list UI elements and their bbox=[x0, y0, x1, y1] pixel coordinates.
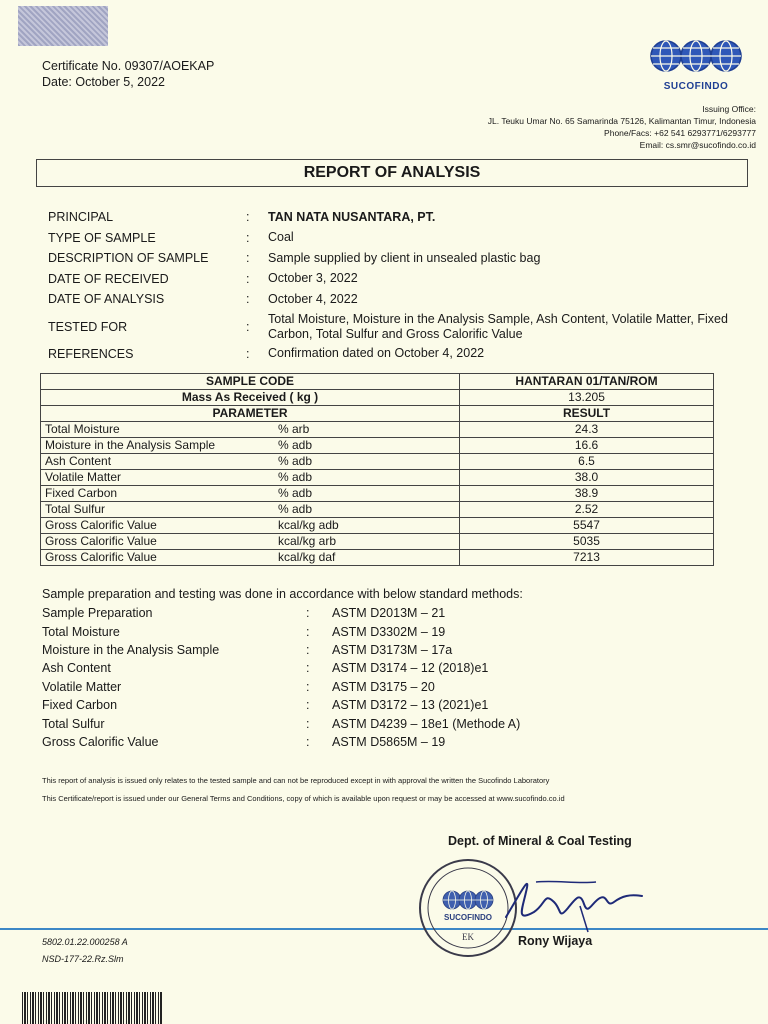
result-cell: 24.3 bbox=[460, 422, 714, 438]
info-row-principal bbox=[48, 207, 738, 228]
seal-subtext: EK bbox=[462, 932, 474, 942]
result-cell: 6.5 bbox=[460, 454, 714, 470]
ref-code: 5802.01.22.000258 A bbox=[42, 937, 128, 947]
result-cell: 5547 bbox=[460, 518, 714, 534]
param-cell: Ash Content bbox=[41, 454, 275, 470]
table-row bbox=[41, 422, 714, 438]
table-row bbox=[41, 390, 714, 406]
info-colon: : bbox=[246, 230, 250, 245]
info-colon: : bbox=[246, 210, 250, 225]
info-label: DATE OF ANALYSIS bbox=[48, 292, 165, 307]
seal-text: SUCOFINDO bbox=[444, 913, 492, 922]
method-colon: : bbox=[306, 698, 310, 713]
table-row bbox=[41, 502, 714, 518]
table-row bbox=[41, 550, 714, 566]
info-row-tested-for bbox=[48, 310, 738, 344]
method-standard: ASTM D2013M – 21 bbox=[332, 606, 446, 621]
info-label: PRINCIPAL bbox=[48, 210, 114, 225]
mass-value: 13.205 bbox=[460, 390, 714, 406]
info-value: October 3, 2022 bbox=[268, 271, 358, 286]
method-name: Sample Preparation bbox=[42, 606, 153, 621]
report-title: REPORT OF ANALYSIS bbox=[36, 159, 748, 187]
table-row bbox=[41, 534, 714, 550]
unit-cell: kcal/kg daf bbox=[274, 550, 460, 566]
barcode-image bbox=[22, 992, 162, 1024]
sample-code-label: SAMPLE CODE bbox=[41, 374, 460, 390]
info-row-description bbox=[48, 248, 738, 269]
unit-cell: % adb bbox=[274, 454, 460, 470]
method-name: Total Sulfur bbox=[42, 716, 105, 731]
office-line: Email: cs.smr@sucofindo.co.id bbox=[639, 140, 756, 150]
method-row bbox=[42, 678, 520, 696]
method-standard: ASTM D4239 – 18e1 (Methode A) bbox=[332, 716, 521, 731]
mass-label: Mass As Received ( kg ) bbox=[41, 390, 460, 406]
info-label: DATE OF RECEIVED bbox=[48, 271, 169, 286]
method-name: Ash Content bbox=[42, 661, 111, 676]
method-standard: ASTM D3175 – 20 bbox=[332, 679, 435, 694]
method-standard: ASTM D3302M – 19 bbox=[332, 624, 446, 639]
info-row-received bbox=[48, 269, 738, 290]
reference-codes bbox=[42, 934, 128, 968]
info-value: Total Moisture, Moisture in the Analysis Sample, Ash Content, Volatile Matter, Fixed Carbon, Total Sulfur and Gross Calorific Value bbox=[268, 311, 728, 341]
method-row bbox=[42, 659, 520, 677]
unit-cell: % adb bbox=[274, 502, 460, 518]
table-row bbox=[41, 518, 714, 534]
department-name: Dept. of Mineral & Coal Testing bbox=[448, 834, 632, 848]
office-line: JL. Teuku Umar No. 65 Samarinda 75126, Kalimantan Timur, Indonesia bbox=[487, 116, 756, 126]
param-cell: Volatile Matter bbox=[41, 470, 275, 486]
method-name: Total Moisture bbox=[42, 624, 120, 639]
method-colon: : bbox=[306, 734, 310, 749]
param-cell: Gross Calorific Value bbox=[41, 518, 275, 534]
param-cell: Total Moisture bbox=[41, 422, 275, 438]
method-row bbox=[42, 622, 520, 640]
unit-cell: % adb bbox=[274, 470, 460, 486]
param-cell: Gross Calorific Value bbox=[41, 534, 275, 550]
logo-wordmark: SUCOFINDO bbox=[663, 81, 729, 92]
result-cell: 38.9 bbox=[460, 486, 714, 502]
method-row bbox=[42, 714, 520, 732]
table-row bbox=[41, 438, 714, 454]
unit-cell: % adb bbox=[274, 438, 460, 454]
info-label: DESCRIPTION OF SAMPLE bbox=[48, 251, 209, 266]
info-label: TESTED FOR bbox=[48, 319, 128, 334]
method-colon: : bbox=[306, 679, 310, 694]
param-cell: Total Sulfur bbox=[41, 502, 275, 518]
sample-info bbox=[48, 207, 738, 364]
info-label: REFERENCES bbox=[48, 346, 134, 361]
parameter-header: PARAMETER bbox=[41, 406, 460, 422]
globe-logo-icon bbox=[648, 34, 744, 78]
method-standard: ASTM D5865M – 19 bbox=[332, 734, 446, 749]
method-name: Fixed Carbon bbox=[42, 698, 118, 713]
table-row bbox=[41, 470, 714, 486]
footer-divider bbox=[0, 928, 768, 930]
method-name: Volatile Matter bbox=[42, 679, 122, 694]
certificate-number: Certificate No. 09307/AOEKAP bbox=[42, 59, 215, 73]
method-standard: ASTM D3174 – 12 (2018)e1 bbox=[332, 661, 489, 676]
info-row-references bbox=[48, 344, 738, 365]
param-cell: Moisture in the Analysis Sample bbox=[41, 438, 275, 454]
info-colon: : bbox=[246, 271, 250, 286]
office-line: Issuing Office: bbox=[702, 104, 756, 114]
table-row bbox=[41, 406, 714, 422]
methods-list bbox=[42, 604, 520, 751]
result-cell: 7213 bbox=[460, 550, 714, 566]
method-row bbox=[42, 733, 520, 751]
table-row bbox=[41, 374, 714, 390]
info-colon: : bbox=[246, 292, 250, 307]
param-cell: Gross Calorific Value bbox=[41, 550, 275, 566]
table-row bbox=[41, 454, 714, 470]
info-row-type bbox=[48, 228, 738, 249]
result-cell: 2.52 bbox=[460, 502, 714, 518]
disclaimer-line: This Certificate/report is issued under our General Terms and Conditions, copy of which is available upon request or may be accessed at www.sucofindo.co.id bbox=[42, 794, 565, 803]
method-colon: : bbox=[306, 606, 310, 621]
certificate-date: Date: October 5, 2022 bbox=[42, 75, 165, 89]
info-colon: : bbox=[246, 319, 250, 334]
info-colon: : bbox=[246, 251, 250, 266]
corner-stamp-image bbox=[18, 6, 108, 46]
sample-code-value: HANTARAN 01/TAN/ROM bbox=[460, 374, 714, 390]
info-value: TAN NATA NUSANTARA, PT. bbox=[268, 209, 436, 224]
method-name: Moisture in the Analysis Sample bbox=[42, 642, 220, 657]
method-row bbox=[42, 696, 520, 714]
info-value: Sample supplied by client in unsealed plastic bag bbox=[268, 250, 541, 265]
disclaimer-line: This report of analysis is issued only relates to the tested sample and can not be reproduced except in with approval the written the Sucofindo Laboratory bbox=[42, 776, 550, 785]
info-row-analysis bbox=[48, 289, 738, 310]
method-colon: : bbox=[306, 716, 310, 731]
method-colon: : bbox=[306, 661, 310, 676]
unit-cell: kcal/kg adb bbox=[274, 518, 460, 534]
info-value: Coal bbox=[268, 230, 294, 245]
method-name: Gross Calorific Value bbox=[42, 734, 159, 749]
method-colon: : bbox=[306, 624, 310, 639]
unit-cell: % arb bbox=[274, 422, 460, 438]
ref-code: NSD-177-22.Rz.Slm bbox=[42, 954, 124, 964]
method-colon: : bbox=[306, 642, 310, 657]
unit-cell: % adb bbox=[274, 486, 460, 502]
method-standard: ASTM D3173M – 17a bbox=[332, 642, 453, 657]
info-colon: : bbox=[246, 346, 250, 361]
results-table bbox=[40, 373, 714, 566]
methods-intro: Sample preparation and testing was done in accordance with below standard methods: bbox=[42, 587, 523, 601]
certificate-header bbox=[42, 58, 214, 90]
result-cell: 16.6 bbox=[460, 438, 714, 454]
method-row bbox=[42, 641, 520, 659]
unit-cell: kcal/kg arb bbox=[274, 534, 460, 550]
info-value: October 4, 2022 bbox=[268, 291, 358, 306]
info-value: Confirmation dated on October 4, 2022 bbox=[268, 346, 485, 361]
issuing-office bbox=[488, 103, 756, 151]
handwritten-signature-icon bbox=[496, 862, 646, 942]
result-cell: 38.0 bbox=[460, 470, 714, 486]
result-cell: 5035 bbox=[460, 534, 714, 550]
result-header: RESULT bbox=[460, 406, 714, 422]
param-cell: Fixed Carbon bbox=[41, 486, 275, 502]
office-line: Phone/Facs: +62 541 6293771/6293777 bbox=[604, 128, 756, 138]
info-label: TYPE OF SAMPLE bbox=[48, 230, 156, 245]
method-standard: ASTM D3172 – 13 (2021)e1 bbox=[332, 698, 489, 713]
table-row bbox=[41, 486, 714, 502]
sucofindo-logo bbox=[648, 34, 744, 92]
method-row bbox=[42, 604, 520, 622]
signer-name: Rony Wijaya bbox=[518, 934, 593, 948]
